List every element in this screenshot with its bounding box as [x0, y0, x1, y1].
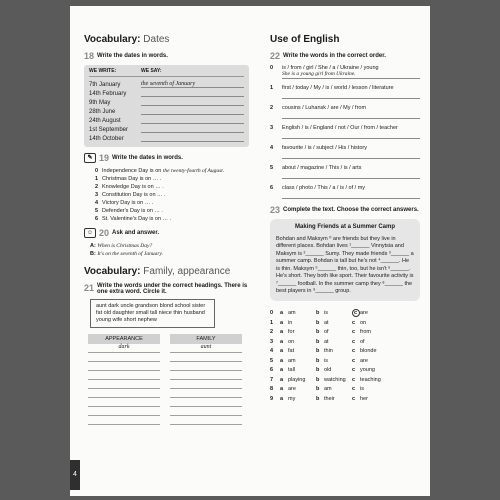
date-written: 14th February — [89, 91, 127, 97]
item-number: 7 — [270, 376, 274, 383]
family-field[interactable] — [170, 380, 242, 389]
item-text-wrap — [102, 183, 164, 191]
exercise-number: 18 — [84, 51, 95, 61]
question-text: When is Christmas Day? — [97, 243, 153, 249]
answer-row — [270, 328, 420, 338]
answer-text: It's on the seventh of January. — [97, 251, 163, 257]
option-letter: a — [280, 395, 284, 402]
exercise-20-heading — [84, 228, 249, 238]
answer-row — [270, 385, 420, 395]
item-body — [282, 105, 420, 119]
speech-bubbles-icon: ☺ — [84, 228, 96, 238]
option-c[interactable]: blonde — [360, 348, 377, 355]
item-body — [282, 65, 420, 79]
option-b[interactable]: thin — [324, 348, 333, 355]
option-letter: a — [280, 338, 284, 345]
speaker-b: B: — [90, 251, 96, 257]
date-said-field[interactable] — [141, 132, 244, 133]
word-order-item — [270, 105, 420, 119]
headings-columns — [88, 344, 249, 425]
date-row — [89, 79, 244, 88]
item-text-wrap — [102, 175, 161, 183]
option-c[interactable]: young — [360, 367, 375, 374]
appearance-field[interactable]: dark — [88, 344, 160, 353]
answer-field[interactable] — [282, 131, 420, 139]
answer-options — [270, 309, 420, 404]
item-text: Knowledge Day is on … . — [102, 184, 164, 190]
answer-row — [270, 394, 420, 404]
exercise-number: 21 — [84, 283, 95, 293]
appearance-field[interactable] — [88, 398, 160, 407]
option-letter: b — [316, 357, 320, 364]
exercise-instruction: Complete the text. Choose the correct answers. — [283, 207, 419, 213]
dialogue-b — [90, 250, 249, 258]
item-text: Victory Day is on … . — [102, 200, 154, 206]
appearance-field[interactable] — [88, 362, 160, 371]
exercise-number: 20 — [99, 228, 110, 238]
date-row — [89, 133, 244, 142]
option-letter: a — [280, 367, 284, 374]
item-number: 6 — [270, 367, 274, 374]
option-letter: a — [280, 386, 284, 393]
item-text: Constitution Day is on … . — [102, 192, 166, 198]
item-text-wrap — [102, 199, 153, 207]
exercise-instruction: Write the words under the correct headings. There is one extra word. Circle it. — [97, 283, 248, 295]
dates-table — [84, 65, 249, 147]
appearance-field[interactable] — [88, 380, 160, 389]
date-said-field[interactable] — [141, 141, 244, 142]
option-b[interactable]: old — [324, 367, 332, 374]
exercise-item — [90, 207, 249, 215]
option-letter: c — [352, 376, 356, 383]
option-letter: c — [352, 338, 356, 345]
family-column — [170, 344, 242, 425]
option-letter: b — [316, 348, 320, 355]
scrambled-words: English / is / England / not / Our / from / teacher — [282, 125, 398, 131]
option-c[interactable]: of — [360, 338, 365, 345]
option-b[interactable]: at — [324, 319, 329, 326]
option-letter: c — [352, 309, 360, 317]
option-letter: b — [316, 329, 320, 336]
option-letter: b — [316, 319, 320, 326]
word-order-item — [270, 65, 420, 79]
answer-row — [270, 337, 420, 347]
item-text-wrap — [102, 167, 224, 175]
option-b[interactable]: at — [324, 338, 329, 345]
option-letter: c — [352, 395, 356, 402]
exercise-instruction: Ask and answer. — [112, 230, 160, 236]
item-text: Defender's Day is on … . — [102, 208, 163, 214]
item-number: 9 — [270, 395, 274, 402]
answer-field[interactable]: She is a young girl from Ukraine. — [282, 71, 420, 79]
option-letter: b — [316, 386, 320, 393]
word-order-list — [270, 65, 420, 199]
item-number: 1 — [94, 176, 98, 182]
word-order-item — [270, 85, 420, 99]
option-letter: a — [280, 329, 284, 336]
word-order-item — [270, 165, 420, 179]
item-number: 2 — [270, 329, 274, 336]
exercise-22-heading — [270, 51, 420, 61]
word-box: aunt dark uncle grandson blond school sister fat old daughter small tall niece thin husband young wife short nephew — [90, 299, 215, 328]
item-number: 8 — [270, 386, 274, 393]
item-body — [282, 145, 420, 159]
exercise-item — [90, 215, 249, 223]
option-a[interactable]: in — [288, 319, 293, 326]
item-number: 4 — [270, 348, 274, 355]
exercise-item — [90, 191, 249, 199]
we-say-header: WE SAY: — [141, 68, 162, 74]
scrambled-words: favourite / is / subject / His / history — [282, 145, 367, 151]
story-text: Bohdan and Maksym ⁰ are friends but they live in different places. Bohdan lives ¹______ Vinnytsia and Maksym is ²______ Sumy. They made friends ³______ a summer camp. Bohdan is tall but he's not ⁴______. He is thin. Maksym ⁵______ thin, too, but he isn't ⁶______. He's short. They both like sport. Their favourite activity is ⁷______ football. In the summer camp they ⁸______ the best players in ⁹______ group. — [276, 235, 414, 294]
item-number: 1 — [270, 85, 274, 91]
family-field[interactable] — [170, 353, 242, 362]
date-written: 7th January — [89, 82, 121, 88]
item-number: 3 — [94, 192, 98, 198]
word-order-item — [270, 125, 420, 139]
answer-field[interactable] — [282, 191, 420, 199]
family-field[interactable] — [170, 407, 242, 416]
option-a[interactable]: are — [288, 386, 296, 393]
answer-field[interactable] — [282, 111, 420, 119]
option-b[interactable]: is — [324, 357, 328, 364]
option-letter: c — [352, 357, 356, 364]
date-said-field[interactable] — [141, 96, 244, 97]
story-title: Making Friends at a Summer Camp — [294, 224, 396, 230]
exercise-19-heading — [84, 153, 249, 163]
date-row — [89, 88, 244, 97]
item-body — [282, 165, 420, 179]
option-letter: b — [316, 395, 320, 402]
story-box — [270, 219, 420, 301]
appearance-field[interactable] — [88, 389, 160, 398]
option-letter: a — [280, 376, 284, 383]
date-rows — [89, 79, 244, 142]
word-order-item — [270, 145, 420, 159]
item-body — [282, 185, 420, 199]
option-letter: b — [316, 367, 320, 374]
appearance-field[interactable] — [88, 371, 160, 380]
date-written: 28th June — [89, 109, 116, 115]
item-text: Independence Day is on — [102, 168, 163, 174]
scrambled-words: is / from / girl / She / a / Ukraine / young — [282, 65, 379, 71]
item-number: 0 — [270, 310, 274, 317]
date-row — [89, 115, 244, 124]
item-text: Christmas Day is on … . — [102, 176, 162, 182]
option-letter: a — [280, 348, 284, 355]
answer-row — [270, 375, 420, 385]
option-c[interactable]: teaching — [360, 376, 381, 383]
option-c[interactable]: from — [360, 329, 371, 336]
date-said-field[interactable] — [141, 105, 244, 106]
item-answer: the twenty-fourth of August. — [162, 168, 225, 174]
item-number: 5 — [94, 208, 98, 214]
appearance-column — [88, 344, 160, 425]
option-b[interactable]: their — [324, 395, 335, 402]
answer-row — [270, 318, 420, 328]
scrambled-words: cousins / Luhansk / are / My / from — [282, 105, 367, 111]
use-of-english-title: Use of English — [270, 34, 340, 45]
item-text: St. Valentine's Day is on … . — [102, 216, 172, 222]
date-row — [89, 97, 244, 106]
workbook-page — [70, 6, 430, 496]
scrambled-words: first / today / My / is / world / lesson / literature — [282, 85, 394, 91]
option-b[interactable]: watching — [324, 376, 346, 383]
item-number: 5 — [270, 357, 274, 364]
date-written: 9th May — [89, 100, 111, 106]
exercise-instruction: Write the dates in words. — [112, 155, 183, 161]
option-b[interactable]: of — [324, 329, 329, 336]
family-field[interactable] — [170, 362, 242, 371]
option-b[interactable]: is — [324, 310, 328, 317]
date-said-field[interactable]: the seventh of January — [141, 81, 244, 88]
family-field[interactable] — [170, 398, 242, 407]
item-body — [282, 125, 420, 139]
exercise-18-heading — [84, 51, 249, 61]
item-body — [282, 85, 420, 99]
scrambled-words: class / photo / This / a / is / of / my — [282, 185, 366, 191]
item-number: 3 — [270, 125, 274, 131]
exercise-number: 22 — [270, 51, 281, 61]
exercise-number: 19 — [99, 153, 110, 163]
option-letter: b — [316, 310, 320, 317]
exercise-21-heading — [84, 283, 249, 295]
option-letter: c — [352, 348, 356, 355]
option-c[interactable]: on — [360, 319, 367, 326]
exercise-item — [90, 175, 249, 183]
option-letter: c — [352, 386, 356, 393]
option-a[interactable]: am — [288, 310, 296, 317]
word-order-item — [270, 185, 420, 199]
item-number: 6 — [270, 185, 274, 191]
page-number: 4 — [70, 460, 80, 490]
section-title-text: Vocabulary: — [84, 34, 141, 45]
date-written: 1st September — [89, 127, 129, 133]
item-text-wrap — [102, 207, 163, 215]
vocab-dates-title — [84, 34, 249, 45]
headings-row — [88, 334, 249, 344]
dates-table-header — [89, 68, 244, 77]
item-number: 2 — [270, 105, 274, 111]
dialogue-a — [90, 242, 249, 250]
option-a[interactable]: fat — [288, 348, 295, 355]
date-written: 14th October — [89, 136, 124, 142]
option-a[interactable]: tall — [288, 367, 296, 374]
exercise-instruction: Write the dates in words. — [97, 53, 168, 59]
option-c[interactable]: are — [360, 310, 368, 317]
option-letter: b — [316, 376, 320, 383]
exercise-number: 23 — [270, 205, 281, 215]
answer-field[interactable] — [282, 151, 420, 159]
date-written: 24th August — [89, 118, 121, 124]
item-number: 0 — [94, 168, 98, 174]
exercise-item — [90, 167, 249, 175]
vocab-family-title — [84, 266, 249, 277]
section-title-sub: Family, appearance — [143, 266, 231, 277]
section-title-sub: Dates — [143, 34, 170, 45]
option-a[interactable]: my — [288, 395, 296, 402]
date-said-field[interactable] — [141, 114, 244, 115]
family-field[interactable] — [170, 389, 242, 398]
item-number: 5 — [270, 165, 274, 171]
appearance-field[interactable] — [88, 416, 160, 425]
answer-field[interactable] — [282, 91, 420, 99]
answer-row — [270, 356, 420, 366]
item-number: 6 — [94, 216, 98, 222]
appearance-field[interactable] — [88, 353, 160, 362]
option-letter: a — [280, 357, 284, 364]
appearance-field[interactable] — [88, 407, 160, 416]
exercise-19-list — [90, 167, 249, 223]
item-number: 2 — [94, 184, 98, 190]
item-number: 0 — [270, 65, 274, 71]
item-number: 1 — [270, 319, 274, 326]
section-title-text: Vocabulary: — [84, 266, 141, 277]
date-said-field[interactable] — [141, 123, 244, 124]
option-c[interactable]: is — [360, 386, 364, 393]
option-a[interactable]: am — [288, 357, 296, 364]
option-c[interactable]: her — [360, 395, 368, 402]
option-letter: a — [280, 319, 284, 326]
speaker-a: A: — [90, 243, 96, 249]
option-c[interactable]: are — [360, 357, 368, 364]
item-number: 4 — [270, 145, 274, 151]
item-number: 4 — [94, 200, 98, 206]
option-b[interactable]: am — [324, 386, 332, 393]
exercise-23-heading — [270, 205, 420, 215]
we-write-header: WE WRITE: — [89, 68, 117, 74]
exercise-instruction: Write the words in the correct order. — [283, 53, 386, 59]
right-column — [270, 34, 420, 404]
pencil-icon: ✎ — [84, 153, 96, 163]
option-letter: c — [352, 329, 356, 336]
scrambled-words: about / magazine / This / is / arts — [282, 165, 362, 171]
item-text-wrap — [102, 191, 166, 199]
option-a[interactable]: playing — [288, 376, 306, 383]
exercise-item — [90, 183, 249, 191]
option-letter: a — [280, 310, 284, 317]
date-row — [89, 124, 244, 133]
option-a[interactable]: on — [288, 338, 295, 345]
left-column — [84, 34, 249, 425]
date-row — [89, 106, 244, 115]
answer-row — [270, 366, 420, 376]
answer-row — [270, 309, 420, 319]
appearance-heading: APPEARANCE — [88, 334, 160, 344]
option-a[interactable]: for — [288, 329, 295, 336]
family-field[interactable] — [170, 371, 242, 380]
answer-field[interactable] — [282, 171, 420, 179]
option-letter: c — [352, 367, 356, 374]
answer-row — [270, 347, 420, 357]
exercise-item — [90, 199, 249, 207]
item-text-wrap — [102, 215, 171, 223]
family-heading: FAMILY — [170, 334, 242, 344]
family-field[interactable] — [170, 416, 242, 425]
item-number: 3 — [270, 338, 274, 345]
option-letter: b — [316, 338, 320, 345]
option-letter: c — [352, 319, 356, 326]
family-field[interactable]: aunt — [170, 344, 242, 353]
